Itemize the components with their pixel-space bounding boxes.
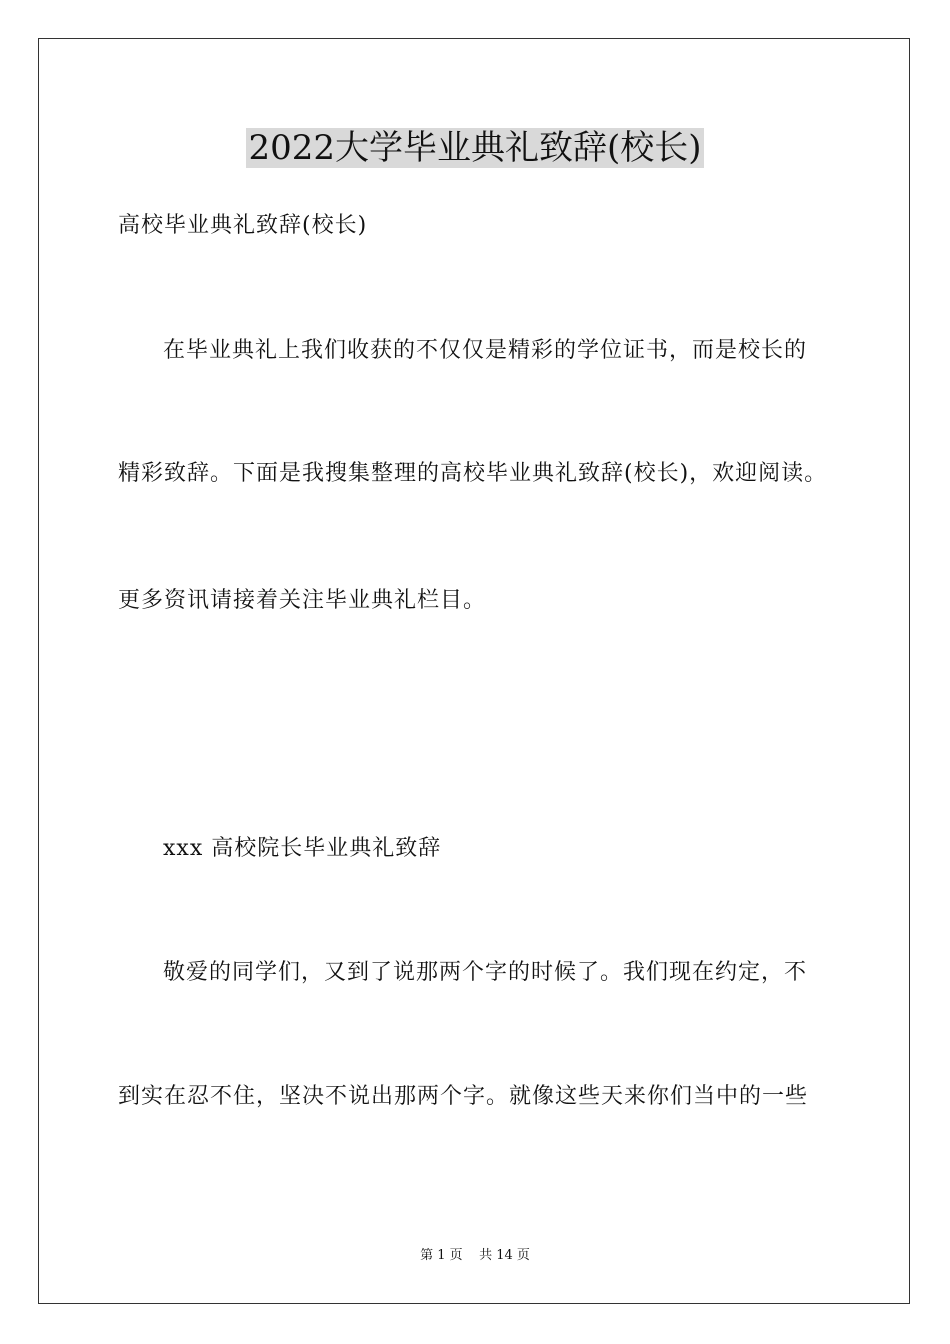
paragraph-line-5: xxx 高校院长毕业典礼致辞: [163, 836, 442, 861]
paragraph-line-2: 在毕业典礼上我们收获的不仅仅是精彩的学位证书，而是校长的: [163, 338, 808, 363]
document-title: [0, 128, 950, 168]
paragraph-line-1: 高校毕业典礼致辞(校长): [118, 213, 368, 238]
document-title-text: 2022大学毕业典礼致辞(校长): [248, 128, 702, 168]
paragraph-line-4: 更多资讯请接着关注毕业典礼栏目。: [118, 588, 487, 613]
page-footer: 第 1 页 共 14 页: [420, 1248, 530, 1263]
paragraph-line-3: 精彩致辞。下面是我搜集整理的高校毕业典礼致辞(校长)，欢迎阅读。: [118, 461, 828, 486]
paragraph-line-6: 敬爱的同学们，又到了说那两个字的时候了。我们现在约定，不: [163, 960, 808, 985]
paragraph-line-7: 到实在忍不住，坚决不说出那两个字。就像这些天来你们当中的一些: [118, 1084, 809, 1109]
